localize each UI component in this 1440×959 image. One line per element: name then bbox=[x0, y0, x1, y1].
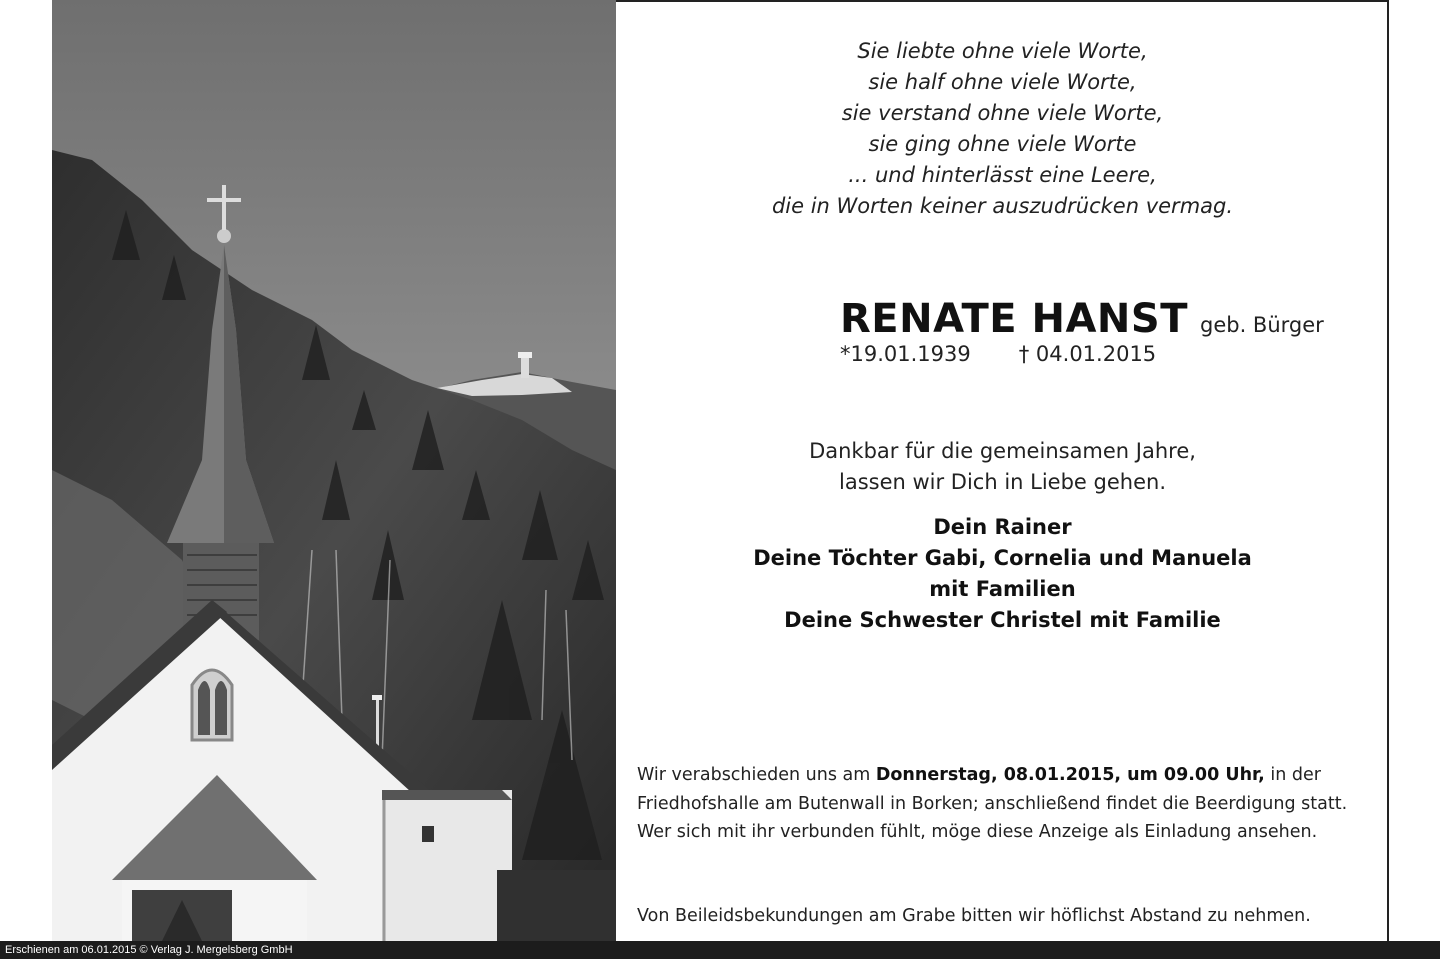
thanks-line: Dankbar für die gemeinsamen Jahre, bbox=[809, 439, 1196, 463]
thanks-text bbox=[616, 436, 1389, 498]
mourners-list bbox=[616, 512, 1389, 636]
mourner-line: mit Familien bbox=[929, 577, 1076, 601]
mourner-line: Deine Töchter Gabi, Cornelia und Manuela bbox=[753, 546, 1252, 570]
church-photo bbox=[52, 0, 616, 941]
birth-date: *19.01.1939 bbox=[840, 342, 971, 366]
publication-footer: Erschienen am 06.01.2015 © Verlag J. Mergelsberg GmbH bbox=[0, 941, 1440, 959]
condolence-note: Von Beileidsbekundungen am Grabe bitten wir höflichst Abstand zu nehmen. bbox=[637, 906, 1311, 926]
funeral-date-time: Donnerstag, 08.01.2015, um 09.00 Uhr, bbox=[875, 765, 1265, 785]
poem-line: sie verstand ohne viele Worte, bbox=[841, 101, 1164, 125]
maiden-name: geb. Bürger bbox=[1200, 313, 1324, 337]
funeral-invitation bbox=[637, 761, 1377, 847]
life-dates bbox=[840, 342, 1324, 366]
thanks-line: lassen wir Dich in Liebe gehen. bbox=[838, 470, 1166, 494]
poem bbox=[616, 36, 1389, 222]
death-date: † 04.01.2015 bbox=[1018, 342, 1157, 366]
poem-line: sie half ohne viele Worte, bbox=[868, 70, 1137, 94]
mourner-line: Deine Schwester Christel mit Familie bbox=[784, 608, 1221, 632]
notice-text bbox=[616, 0, 1389, 941]
mourner-line: Dein Rainer bbox=[933, 515, 1072, 539]
poem-line: die in Worten keiner auszudrücken vermag. bbox=[771, 194, 1234, 218]
poem-line: Sie liebte ohne viele Worte, bbox=[857, 39, 1148, 63]
deceased-name: RENATE HANST bbox=[840, 296, 1188, 342]
invite-text-1: Wir verabschieden uns am bbox=[637, 765, 876, 785]
poem-line: ... und hinterlässt eine Leere, bbox=[848, 163, 1157, 187]
deceased-block bbox=[840, 296, 1324, 366]
poem-line: sie ging ohne viele Worte bbox=[868, 132, 1137, 156]
invite-text-2: in der Friedhofshalle am Butenwall in Borken; anschließend findet die Beerdigung statt. Wer sich mit ihr verbunden fühlt, möge diese Anzeige als Einladung ansehen. bbox=[637, 765, 1348, 842]
